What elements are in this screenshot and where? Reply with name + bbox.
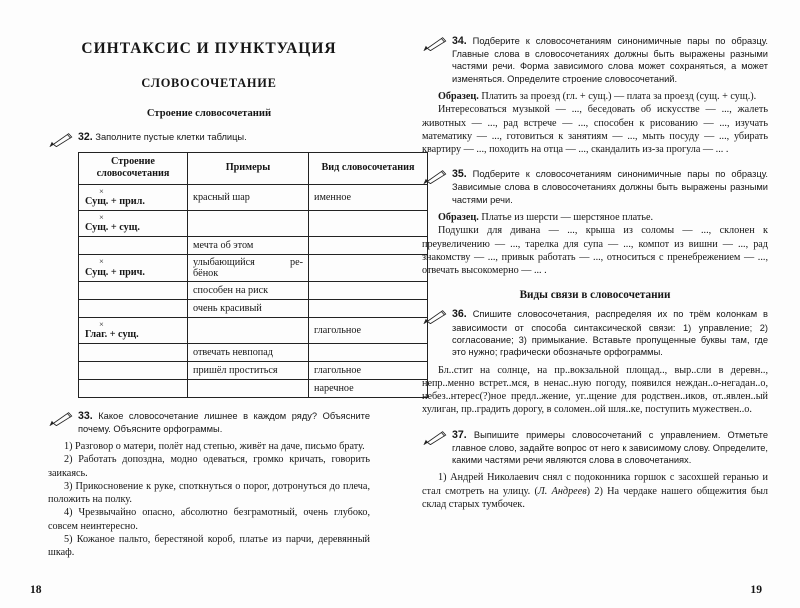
exercise-35-sample (422, 211, 768, 224)
cell-structure (79, 184, 188, 210)
cell-example: пришёл проститься (188, 361, 309, 379)
table-header-structure: Строение словосочетания (79, 152, 188, 184)
cell-example: мечта об этом (188, 236, 309, 254)
structure-label: Сущ. + прил. (85, 196, 145, 208)
cell-kind: глагольное (309, 361, 428, 379)
exercise-32-text: Заполните пустые клетки таблицы. (95, 131, 247, 142)
cell-example-word2: ре- (289, 256, 303, 268)
cell-example: очень красивый (188, 299, 309, 317)
sample-text: Платить за проезд (гл. + сущ.) — плата за проезд (сущ. + сущ.). (481, 91, 757, 103)
main-word-mark: × (99, 185, 104, 196)
cell-structure (79, 254, 188, 281)
exercise-34-task (452, 34, 768, 85)
section-title: СИНТАКСИС И ПУНКТУАЦИЯ (81, 40, 337, 57)
exercise-33-task (78, 409, 370, 435)
table-row (79, 184, 428, 210)
chapter-subtitle: СЛОВОСОЧЕТАНИЕ (141, 75, 277, 90)
exercise-33 (48, 409, 370, 560)
list-item: 2) Работать допоздна, модно одеваться, громко кричать, говорить заикаясь. (48, 454, 370, 479)
exercise-36-number: 36. (452, 308, 467, 321)
heading-connection-types: Виды связи в словосочетании (519, 289, 671, 302)
cell-structure (79, 299, 188, 317)
cell-example (188, 317, 309, 343)
structure-label: Глаг. + сущ. (85, 329, 139, 341)
author-citation: Л. Андреев (537, 485, 587, 497)
cell-structure (79, 317, 188, 343)
exercise-37-number: 37. (452, 428, 467, 441)
cell-example-word1: улыбающийся (193, 256, 255, 268)
cell-example (188, 210, 309, 236)
table-header-row (79, 152, 428, 184)
cell-structure (79, 210, 188, 236)
cell-structure (79, 236, 188, 254)
exercise-32 (48, 130, 415, 398)
exercise-37-items (422, 471, 768, 511)
exercise-37 (422, 428, 768, 512)
right-book-page (400, 0, 800, 608)
exercise-36 (422, 307, 768, 416)
sentence-part-2: ) 2) На чердаке нашего общежития был склад старых тумбочек. (422, 485, 768, 510)
table-row (79, 210, 428, 236)
pencil-icon (422, 308, 448, 324)
cell-example: улыбающийся ре- бёнок (188, 254, 309, 281)
structure-label: Сущ. + прич. (85, 266, 145, 278)
exercise-33-text: Какое словосочетание лишнее в каждом ряду? Объясните почему. Объясните орфограммы. (78, 410, 370, 434)
exercise-35-body (422, 211, 768, 277)
exercise-32-number: 32. (78, 130, 93, 143)
exercise-36-items: Бл..стит на солнце, на пр..вокзальной площад.., выр..сли в деревн.., непр..менно встрет..мся, в ненас..ную погоду, появился неждан..о-негадан..о, небез..нтерес(?)ное предл..жение, уг..щение для родствен..иков, от..явлен..ый хулиган, пр..градить дорогу, в соломен..ой шля..ке, поступить мужествен..о. (422, 364, 768, 416)
pencil-icon (48, 410, 74, 426)
cell-kind: наречное (309, 379, 428, 397)
exercise-34-number: 34. (452, 35, 467, 47)
list-item: 4) Чрезвычайно опасно, абсолютно безграмотный, очень глубоко, совсем неинтересно. (48, 507, 370, 532)
cell-example: способен на риск (188, 281, 309, 299)
page-number-left: 18 (30, 583, 42, 596)
exercise-35-number: 35. (452, 168, 467, 181)
table-row (79, 343, 428, 361)
table-body (79, 184, 428, 397)
table-row (79, 317, 428, 343)
structure-label: Сущ. + сущ. (85, 222, 140, 234)
cell-structure (79, 361, 188, 379)
exercise-33-number: 33. (78, 409, 93, 422)
exercise-36-text: Спишите словосочетания, распределяя их по трём колонкам в зависимости от способа синтаксической связи: 1) управление; 2) согласование; 3) примыкание. Вставьте пропущенные буквы там, где это нужно; графически обозначьте орфограммы. (452, 309, 768, 358)
pencil-icon (422, 35, 448, 51)
table-row (79, 236, 428, 254)
cell-structure (79, 379, 188, 397)
exercise-34-sample (422, 90, 768, 103)
topic-heading: Строение словосочетаний (146, 107, 272, 119)
exercise-32-task (78, 130, 370, 144)
exercise-35-items: Подушки для дивана — ..., крыша из соломы — ..., склонен к преувеличению — ..., тарелка для супа — ..., компот из вишни — ..., рад знакомству — ..., привык работать — ..., относиться с пренебрежением — ..., отвечать высокомерно — ... . (422, 225, 768, 277)
exercise-33-body (48, 440, 370, 559)
page-number-right: 19 (750, 583, 762, 596)
pencil-icon (422, 168, 448, 184)
exercise-35 (422, 167, 768, 277)
sentence-part-1: 1) Андрей Николаевич снял с подоконника горшок с засохшей геранью и стал смотреть на улицу. ( (422, 472, 768, 497)
cell-example (188, 379, 309, 397)
table-header-kind: Вид словосочетания (309, 152, 428, 184)
cell-structure (79, 281, 188, 299)
exercise-36-task (452, 307, 768, 358)
table-header-examples: Примеры (188, 152, 309, 184)
table-row (79, 361, 428, 379)
main-word-mark: × (99, 318, 104, 329)
exercise-37-body (422, 471, 768, 511)
exercise-35-task (452, 167, 768, 206)
exercise-35-text: Подберите к словосочетаниям синонимичные пары по образцу. Зависимые слова в словосочетаниях должны быть выражены разными частями речи. (452, 169, 768, 205)
table-row (79, 254, 428, 281)
exercise-34 (422, 34, 768, 156)
word-combination-table (78, 152, 428, 398)
main-word-mark: × (99, 256, 104, 267)
pencil-icon (422, 429, 448, 445)
table-row (79, 281, 428, 299)
sample-label: Образец. (438, 91, 479, 103)
exercise-36-body (422, 364, 768, 417)
exercise-37-task (452, 428, 768, 467)
cell-kind: глагольное (309, 317, 428, 343)
table-row (79, 379, 428, 397)
main-word-mark: × (99, 211, 104, 222)
sample-label: Образец. (438, 212, 479, 224)
list-item: 5) Кожаное пальто, берестяной короб, платье из парчи, деревянный шкаф. (48, 533, 370, 559)
list-item: 3) Прикосновение к руке, споткнуться о порог, дотронуться до плеча, положить на полку. (48, 480, 370, 506)
sample-text: Платье из шерсти — шерстяное платье. (481, 212, 654, 224)
table-row (79, 299, 428, 317)
list-item: 1) Разговор о матери, полёт над степью, живёт на даче, письмо брату. (64, 441, 365, 453)
exercise-34-items: Интересоваться музыкой — ..., беседовать об искусстве — ..., жалеть животных — ..., рад встрече — ..., способен к рисованию — ..., изучать математику — ..., готовиться к занятиям — ..., мыть посуду — ..., убирать квартиру — ..., походить на отца — ..., скандалить из-за прогула — ... . (422, 104, 768, 156)
exercise-37-text: Выпишите примеры словосочетаний с управлением. Отметьте главное слово, задайте вопрос от него к зависимому слову. Определите, какими частями речи являются слова в словочетаниях. (452, 429, 768, 466)
cell-structure (79, 343, 188, 361)
cell-example: красный шар (188, 184, 309, 210)
exercise-34-text: Подберите к словосочетаниям синонимичные пары по образцу. Главные слова в словосочетаниях должны быть выражены разными частями речи. Форма зависимого слова может сохраняться, а может изменяться. Определите строение словосочетаний. (452, 36, 768, 84)
cell-kind: именное (309, 184, 428, 210)
pencil-icon (48, 131, 74, 147)
exercise-34-body (422, 90, 768, 156)
cell-example: отвечать невпопад (188, 343, 309, 361)
